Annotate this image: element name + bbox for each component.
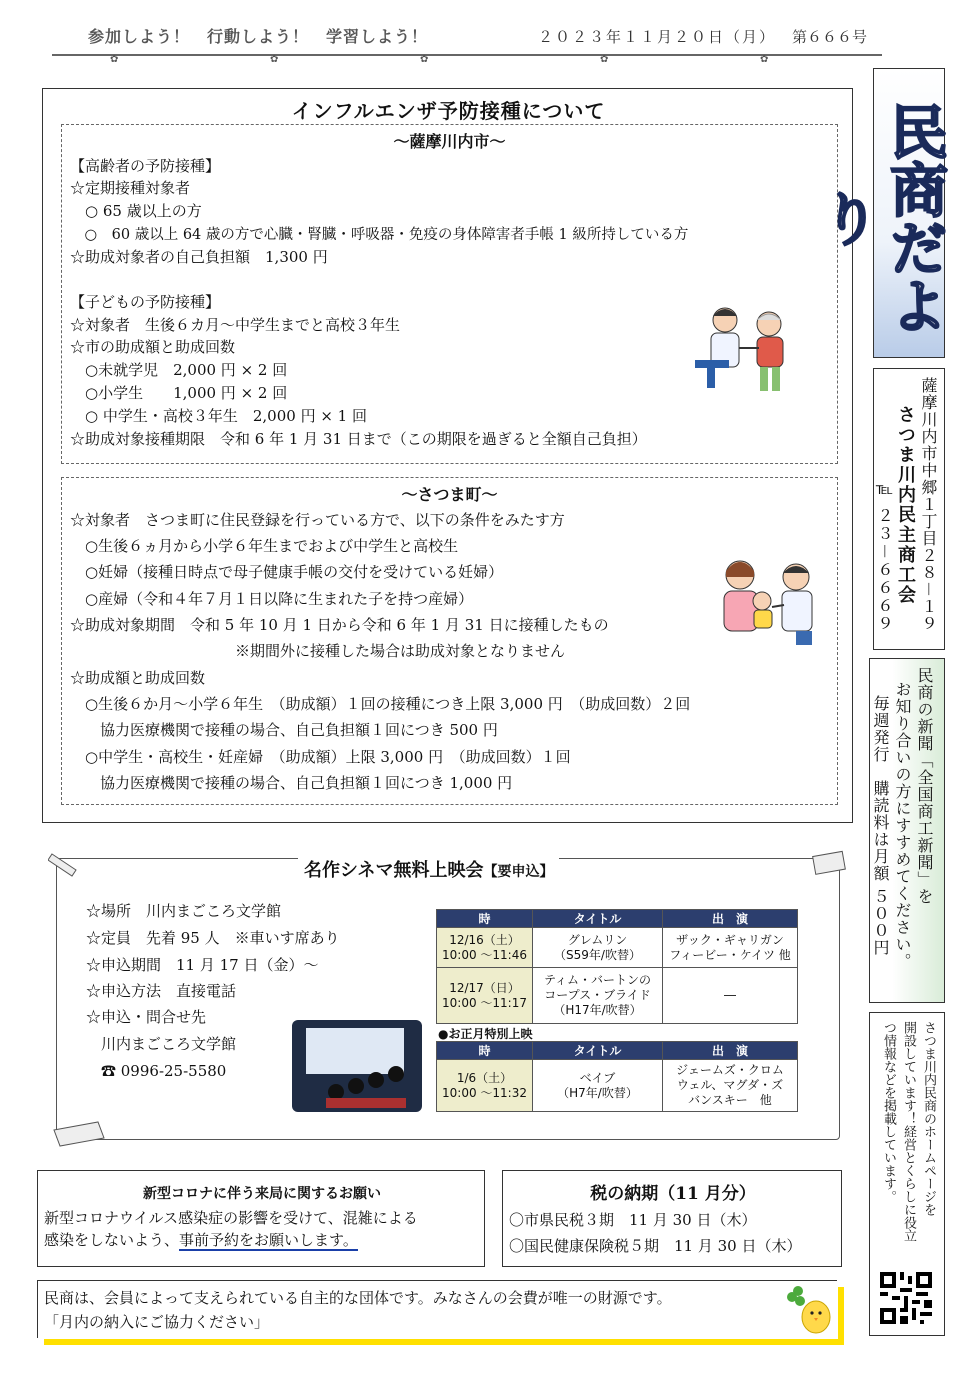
header-rule: [52, 54, 882, 56]
child-vaccination-illustration: [712, 553, 822, 648]
dues-line: 「月内の納入にご協力ください」: [44, 1313, 270, 1331]
covid-notice: [37, 1170, 485, 1267]
tax-title: 税の納期（11 月分）: [590, 1184, 756, 1204]
pencil-ornament-icon: [48, 848, 88, 878]
special-screening-table: [436, 1041, 798, 1112]
cast-cell: ジェームズ・クロム ウェル、マグダ・ズ バンスキー 他: [663, 1060, 798, 1112]
flu-line: ○中学生・高校生・妊産婦 （助成額）上限 3,000 円 （助成回数）１回: [70, 748, 571, 766]
note-ornament-icon: [808, 848, 848, 878]
hp-line: さつま川内民商のホームページを: [921, 1021, 936, 1216]
flu-line: ☆定期接種対象者: [70, 179, 191, 197]
issue-number: 第６６６号: [792, 28, 868, 46]
flu-line: 【子どもの予防接種】: [70, 293, 221, 311]
flower-ornament-icon: ✿: [600, 54, 609, 65]
issue-date: ２０２３年１１月２０日（月）: [538, 28, 777, 46]
cinema-info-line: 川内まごころ文学館: [86, 1035, 237, 1053]
flower-ornament-icon: ✿: [270, 54, 279, 65]
title-cell: ティム・バートンの コープス・ブライド （H17年/吹替）: [533, 968, 663, 1024]
news-line: 毎週発行 購読料は月額 ５００円: [871, 695, 890, 957]
flu-line: ○産婦（令和４年７月１日以降に生まれた子を持つ産婦）: [70, 590, 474, 608]
flu-line: ☆助成対象接種期限 令和 6 年 1 月 31 日まで（この期限を過ぎると全額自己負担）: [70, 430, 647, 448]
doctor-vaccinating-elder-illustration: [687, 300, 797, 395]
flu-line: ※期間外に接種した場合は助成対象となりません: [70, 642, 566, 660]
hp-line: つ情報などを掲載しています。: [881, 1021, 896, 1203]
organization-info: [873, 368, 945, 650]
flu-line: ○ 65 歳以上の方: [70, 202, 202, 220]
special-screening-heading: ●お正月特別上映: [438, 1027, 533, 1041]
flu-line: ○妊婦（接種日時点で母子健康手帳の交付を受けている妊婦）: [70, 563, 504, 581]
cinema-title-note: 【要申込】: [483, 864, 554, 880]
newspaper-promo: [869, 658, 945, 1003]
satsumasendai-box: [61, 124, 838, 464]
flu-line: ☆助成額と助成回数: [70, 669, 206, 687]
flu-line: ○小学生 1,000 円 × 2 回: [70, 384, 288, 402]
flu-title: インフルエンザ予防接種について: [291, 99, 606, 123]
flu-line: ☆対象者 さつま町に住民登録を行っている方で、以下の条件をみたす方: [70, 511, 565, 529]
time-cell: 12/16（土） 10:00 ～11:46: [437, 928, 533, 968]
satsumasendai-heading: ～薩摩川内市～: [393, 132, 506, 151]
satsuma-heading: ～さつま町～: [401, 485, 498, 504]
news-line: 民商の新聞「全国商工新聞」を: [915, 667, 934, 905]
reservation-request: 事前予約をお願いします。: [179, 1231, 358, 1249]
tax-deadline-box: [502, 1170, 842, 1267]
col-header-cast: 出 演: [663, 1042, 798, 1060]
time-cell: 12/17（日） 10:00 ～11:17: [437, 968, 533, 1024]
cast-cell: ザック・ギャリガン フィービー・ケイツ 他: [663, 928, 798, 968]
flu-vaccination-section: [42, 88, 853, 823]
flu-line: ○生後６ヵ月から小学６年生までおよび中学生と高校生: [70, 537, 459, 555]
newsletter-header: [40, 10, 880, 65]
news-line: お知り合いの方にすすめてください。: [893, 681, 912, 970]
flu-line: ○生後６か月～小学６年生 （助成額）１回の接種につき上限 3,000 円 （助成回数）２回: [70, 695, 691, 713]
time-cell: 1/6（土） 10:00 ～11:32: [437, 1060, 533, 1112]
covid-line: 感染をしないよう、事前予約をお願いします。: [44, 1231, 358, 1249]
movie-theater-illustration: [292, 1020, 422, 1112]
cinema-info-line: ☆申込方法 直接電話: [86, 982, 237, 1000]
flower-ornament-icon: ✿: [110, 54, 119, 65]
flu-line: ☆助成対象者の自己負担額 1,300 円: [70, 248, 328, 266]
covid-title: 新型コロナに伴う来局に関するお願い: [143, 1186, 381, 1202]
hp-line: 開設しています！経営とくらしに役立: [901, 1021, 916, 1242]
homepage-qr-code[interactable]: [880, 1272, 932, 1324]
org-name: さつま川内民主商工会: [895, 405, 916, 605]
cinema-info-line: ☆定員 先着 95 人 ※車いす席あり: [86, 929, 340, 947]
dues-notice: [37, 1280, 837, 1338]
col-header-title: タイトル: [533, 1042, 663, 1060]
phone-number: ☎ 0996-25-5580: [86, 1062, 227, 1080]
slogan: 参加しよう！ 行動しよう！ 学習しよう！: [88, 27, 429, 46]
covid-line: 新型コロナウイルス感染症の影響を受けて、混雑による: [44, 1209, 418, 1227]
masthead-title: 民商だより: [812, 102, 948, 334]
table-row: [437, 968, 798, 1024]
table-row: [437, 928, 798, 968]
tax-item: 〇市県民税３期 11 月 30 日（木）: [509, 1211, 757, 1229]
col-header-time: 時: [437, 1042, 533, 1060]
title-cell: ベイブ （H7年/吹替）: [533, 1060, 663, 1112]
flu-line: 【高齢者の予防接種】: [70, 157, 221, 175]
col-header-cast: 出 演: [663, 910, 798, 928]
book-ornament-icon: [48, 1116, 108, 1150]
col-header-title: タイトル: [533, 910, 663, 928]
masthead: [812, 68, 948, 358]
tax-item: 〇国民健康保険税５期 11 月 30 日（木）: [509, 1237, 802, 1255]
cinema-title-text: 名作シネマ無料上映会: [304, 860, 484, 881]
flu-line: 協力医療機関で接種の場合、自己負担額１回につき 1,000 円: [70, 774, 513, 792]
flower-ornament-icon: ✿: [420, 54, 429, 65]
title-cell: グレムリン （S59年/吹替）: [533, 928, 663, 968]
flu-line: ☆助成対象期間 令和 5 年 10 月 1 日から令和 6 年 1 月 31 日に接種したもの: [70, 616, 609, 634]
org-phone: ℡ ２３－６６６９: [875, 479, 894, 634]
flu-line: ☆市の助成額と助成回数: [70, 338, 236, 356]
chick-with-clover-icon: [784, 1285, 832, 1335]
cinema-info-line: ☆申込期間 11 月 17 日（金）～: [86, 956, 319, 974]
cinema-schedule-table: [436, 909, 798, 1024]
dues-line: 民商は、会員によって支えられている自主的な団体です。みなさんの会費が唯一の財源です。: [44, 1289, 672, 1307]
cinema-info-line: ☆申込・問合せ先: [86, 1008, 207, 1026]
cinema-section: [48, 848, 848, 1148]
flu-line: ○未就学児 2,000 円 × 2 回: [70, 361, 288, 379]
col-header-time: 時: [437, 910, 533, 928]
flu-line: 協力医療機関で接種の場合、自己負担額１回につき 500 円: [70, 721, 498, 739]
cinema-info-line: ☆場所 川内まごころ文学館: [86, 902, 282, 920]
flu-line: ○ 60 歳以上 64 歳の方で心臓・腎臓・呼吸器・免疫の身体障害者手帳 1 級所持している方: [70, 227, 689, 243]
table-row: [437, 1060, 798, 1112]
flu-line: ☆対象者 生後６カ月～中学生までと高校３年生: [70, 316, 401, 334]
flower-ornament-icon: ✿: [760, 54, 769, 65]
flu-line: ○ 中学生・高校３年生 2,000 円 × 1 回: [70, 407, 367, 425]
cast-cell: ―: [663, 968, 798, 1024]
cinema-title: [298, 856, 559, 882]
org-address: 薩摩川内市中郷１丁目２８－１９: [919, 377, 938, 633]
satsuma-box: [61, 477, 838, 805]
